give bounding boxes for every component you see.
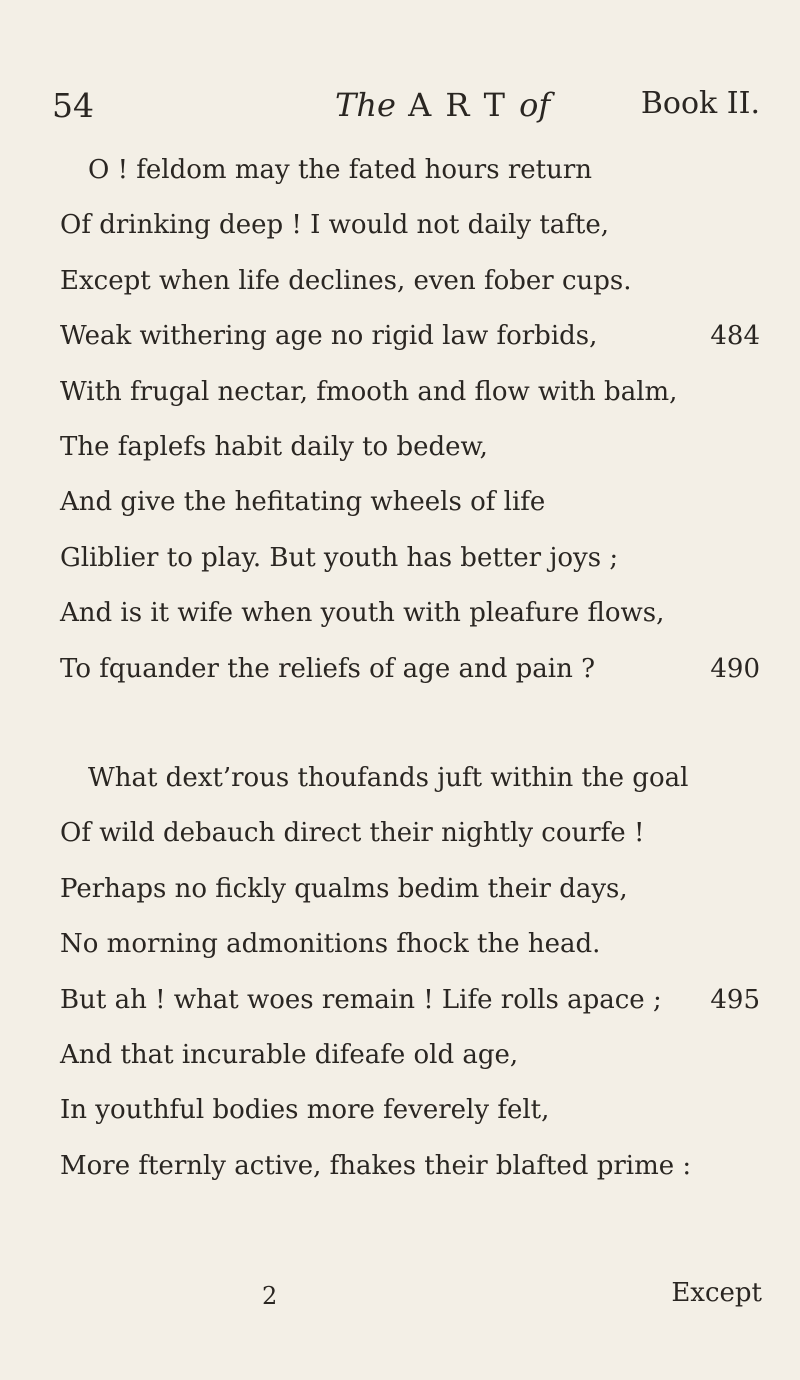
- verse-text: And give the hefitating wheels of life: [60, 487, 546, 518]
- verse-line: [60, 651, 760, 687]
- verse-line: [60, 815, 760, 851]
- line-number: 484: [710, 321, 760, 352]
- title-art: A R T: [408, 86, 507, 124]
- verse-text: O ! feldom may the fated hours return: [88, 155, 593, 185]
- verse-text: Perhaps no fickly qualms bedim their days,: [60, 873, 628, 904]
- verse-line: [60, 263, 760, 299]
- verse-line: [60, 1092, 760, 1128]
- verse-text: Gliblier to play. But youth has better joys ;: [60, 542, 619, 573]
- page-footer: [0, 1278, 800, 1318]
- title-the: The: [335, 86, 396, 124]
- verse-line: [60, 207, 760, 243]
- verse-text: Except when life declines, even fober cups.: [60, 265, 632, 296]
- running-header: [0, 86, 800, 136]
- signature-mark: 2: [262, 1282, 278, 1310]
- verse-text: In youthful bodies more feverely felt,: [60, 1095, 550, 1126]
- verse-line: [60, 982, 760, 1018]
- line-number: 490: [710, 653, 760, 684]
- verse-line: [60, 1148, 760, 1184]
- verse-text: But ah ! what woes remain ! Life rolls apace ;: [60, 984, 662, 1015]
- catchword: Except: [671, 1278, 762, 1308]
- running-title: [335, 86, 550, 124]
- verse-text: And that incurable difeafe old age,: [60, 1040, 519, 1070]
- verse-line: [60, 871, 760, 907]
- verse-line: [60, 374, 760, 410]
- verse-line: [60, 484, 760, 520]
- verse-text: No morning admonitions fhock the head.: [60, 929, 601, 960]
- verse-text: The faplefs habit daily to bedew,: [60, 432, 488, 462]
- verse-line: [60, 926, 760, 962]
- verse-line: [60, 760, 760, 796]
- verse-text: More fternly active, fhakes their blafted prime :: [60, 1150, 692, 1181]
- verse-line: [60, 152, 760, 188]
- book-label: Book II.: [640, 86, 760, 121]
- verse-line: [60, 1037, 760, 1073]
- line-number: 495: [710, 984, 760, 1015]
- title-of: of: [519, 86, 551, 124]
- verse-text: What dext’rous thoufands juft within the goal: [88, 763, 689, 793]
- verse-line: [60, 540, 760, 576]
- verse-text: With frugal nectar, fmooth and flow with balm,: [60, 376, 678, 407]
- verse-text: And is it wife when youth with pleafure flows,: [60, 598, 665, 629]
- verse-text: To fquander the reliefs of age and pain ?: [60, 653, 596, 684]
- verse-line: [60, 429, 760, 465]
- verse-text: Of wild debauch direct their nightly courfe !: [60, 818, 645, 849]
- verse-line: [60, 595, 760, 631]
- verse-text: Weak withering age no rigid law forbids,: [60, 321, 598, 352]
- page-number: 54: [52, 86, 94, 125]
- verse-text: Of drinking deep ! I would not daily tafte,: [60, 210, 610, 241]
- verse-line: [60, 318, 760, 354]
